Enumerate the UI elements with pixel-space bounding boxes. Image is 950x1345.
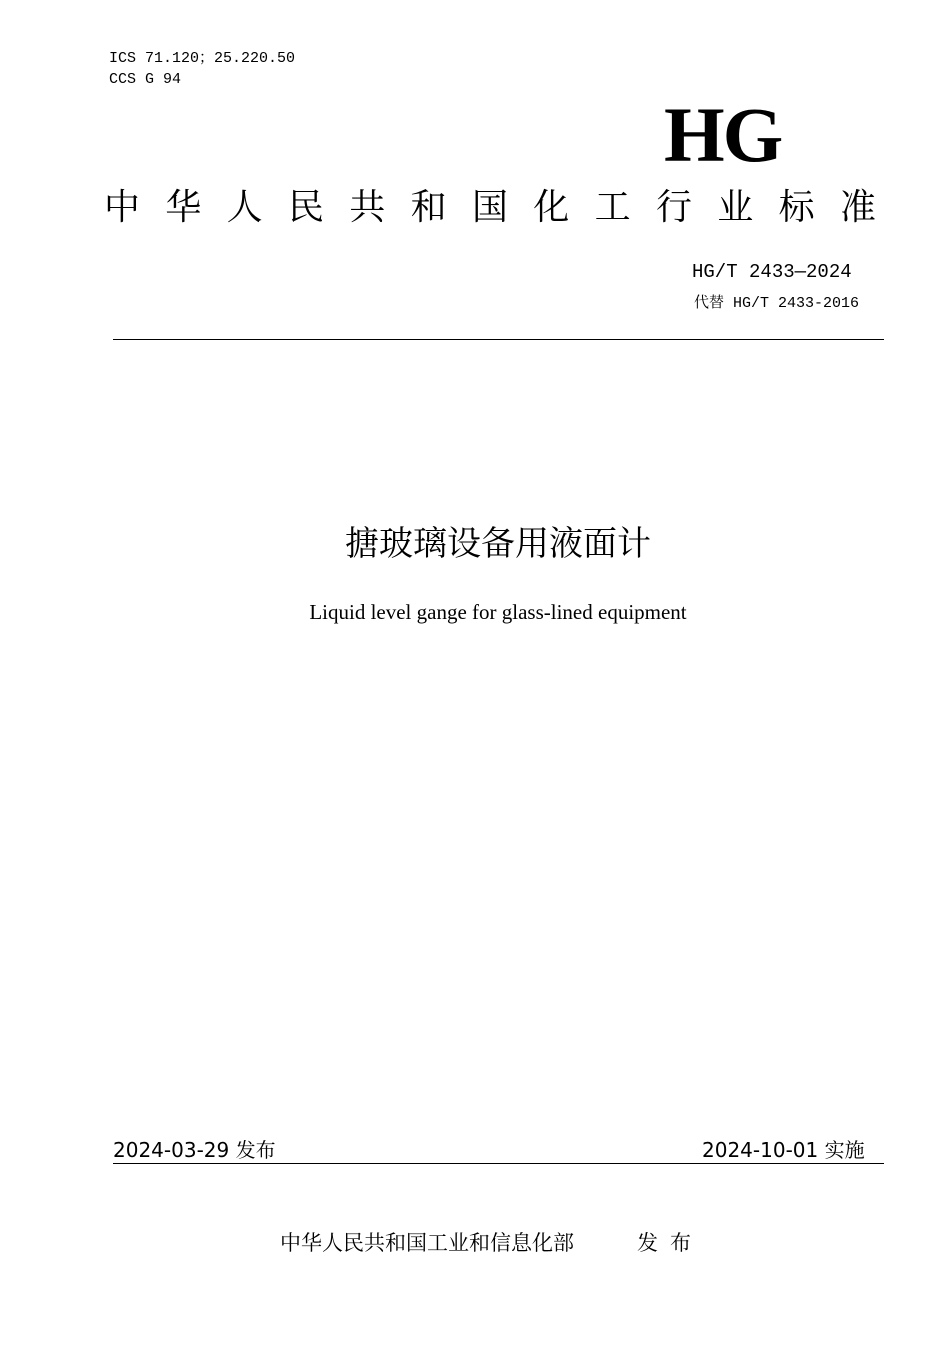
standard-type-char: 中 bbox=[104, 187, 141, 228]
ics-code: ICS 71.120；25.220.50 bbox=[109, 50, 296, 67]
bottom-divider bbox=[113, 1163, 884, 1164]
standard-type-char: 化 bbox=[533, 187, 570, 228]
standard-type-char: 业 bbox=[717, 187, 754, 228]
standard-type-title bbox=[104, 186, 876, 230]
standard-type-char: 标 bbox=[778, 187, 815, 228]
standard-type-char: 人 bbox=[226, 187, 263, 228]
standard-type-char: 行 bbox=[655, 187, 692, 228]
document-title-en: Liquid level gange for glass-lined equipment bbox=[309, 600, 687, 624]
hg-logo: HG bbox=[664, 91, 782, 178]
top-divider bbox=[113, 339, 884, 340]
standard-type-char: 国 bbox=[471, 187, 508, 228]
standard-type-char: 准 bbox=[839, 187, 876, 228]
issue-date: 2024-03-29 发布 bbox=[113, 1138, 276, 1162]
effective-date: 2024-10-01 实施 bbox=[702, 1138, 865, 1162]
ccs-code: CCS G 94 bbox=[109, 71, 182, 88]
standard-type-char: 和 bbox=[410, 187, 447, 228]
replaces-standard: 代替 HG/T 2433-2016 bbox=[694, 295, 860, 312]
standard-type-char: 共 bbox=[349, 187, 386, 228]
standard-type-char: 华 bbox=[165, 187, 202, 228]
standard-type-char: 民 bbox=[287, 187, 324, 228]
standard-number: HG/T 2433—2024 bbox=[692, 261, 852, 283]
publisher: 中华人民共和国工业和信息化部 bbox=[280, 1231, 574, 1255]
standard-type-char: 工 bbox=[594, 187, 631, 228]
document-title-cn: 搪玻璃设备用液面计 bbox=[345, 524, 651, 564]
publish-label: 发布 bbox=[637, 1231, 703, 1255]
